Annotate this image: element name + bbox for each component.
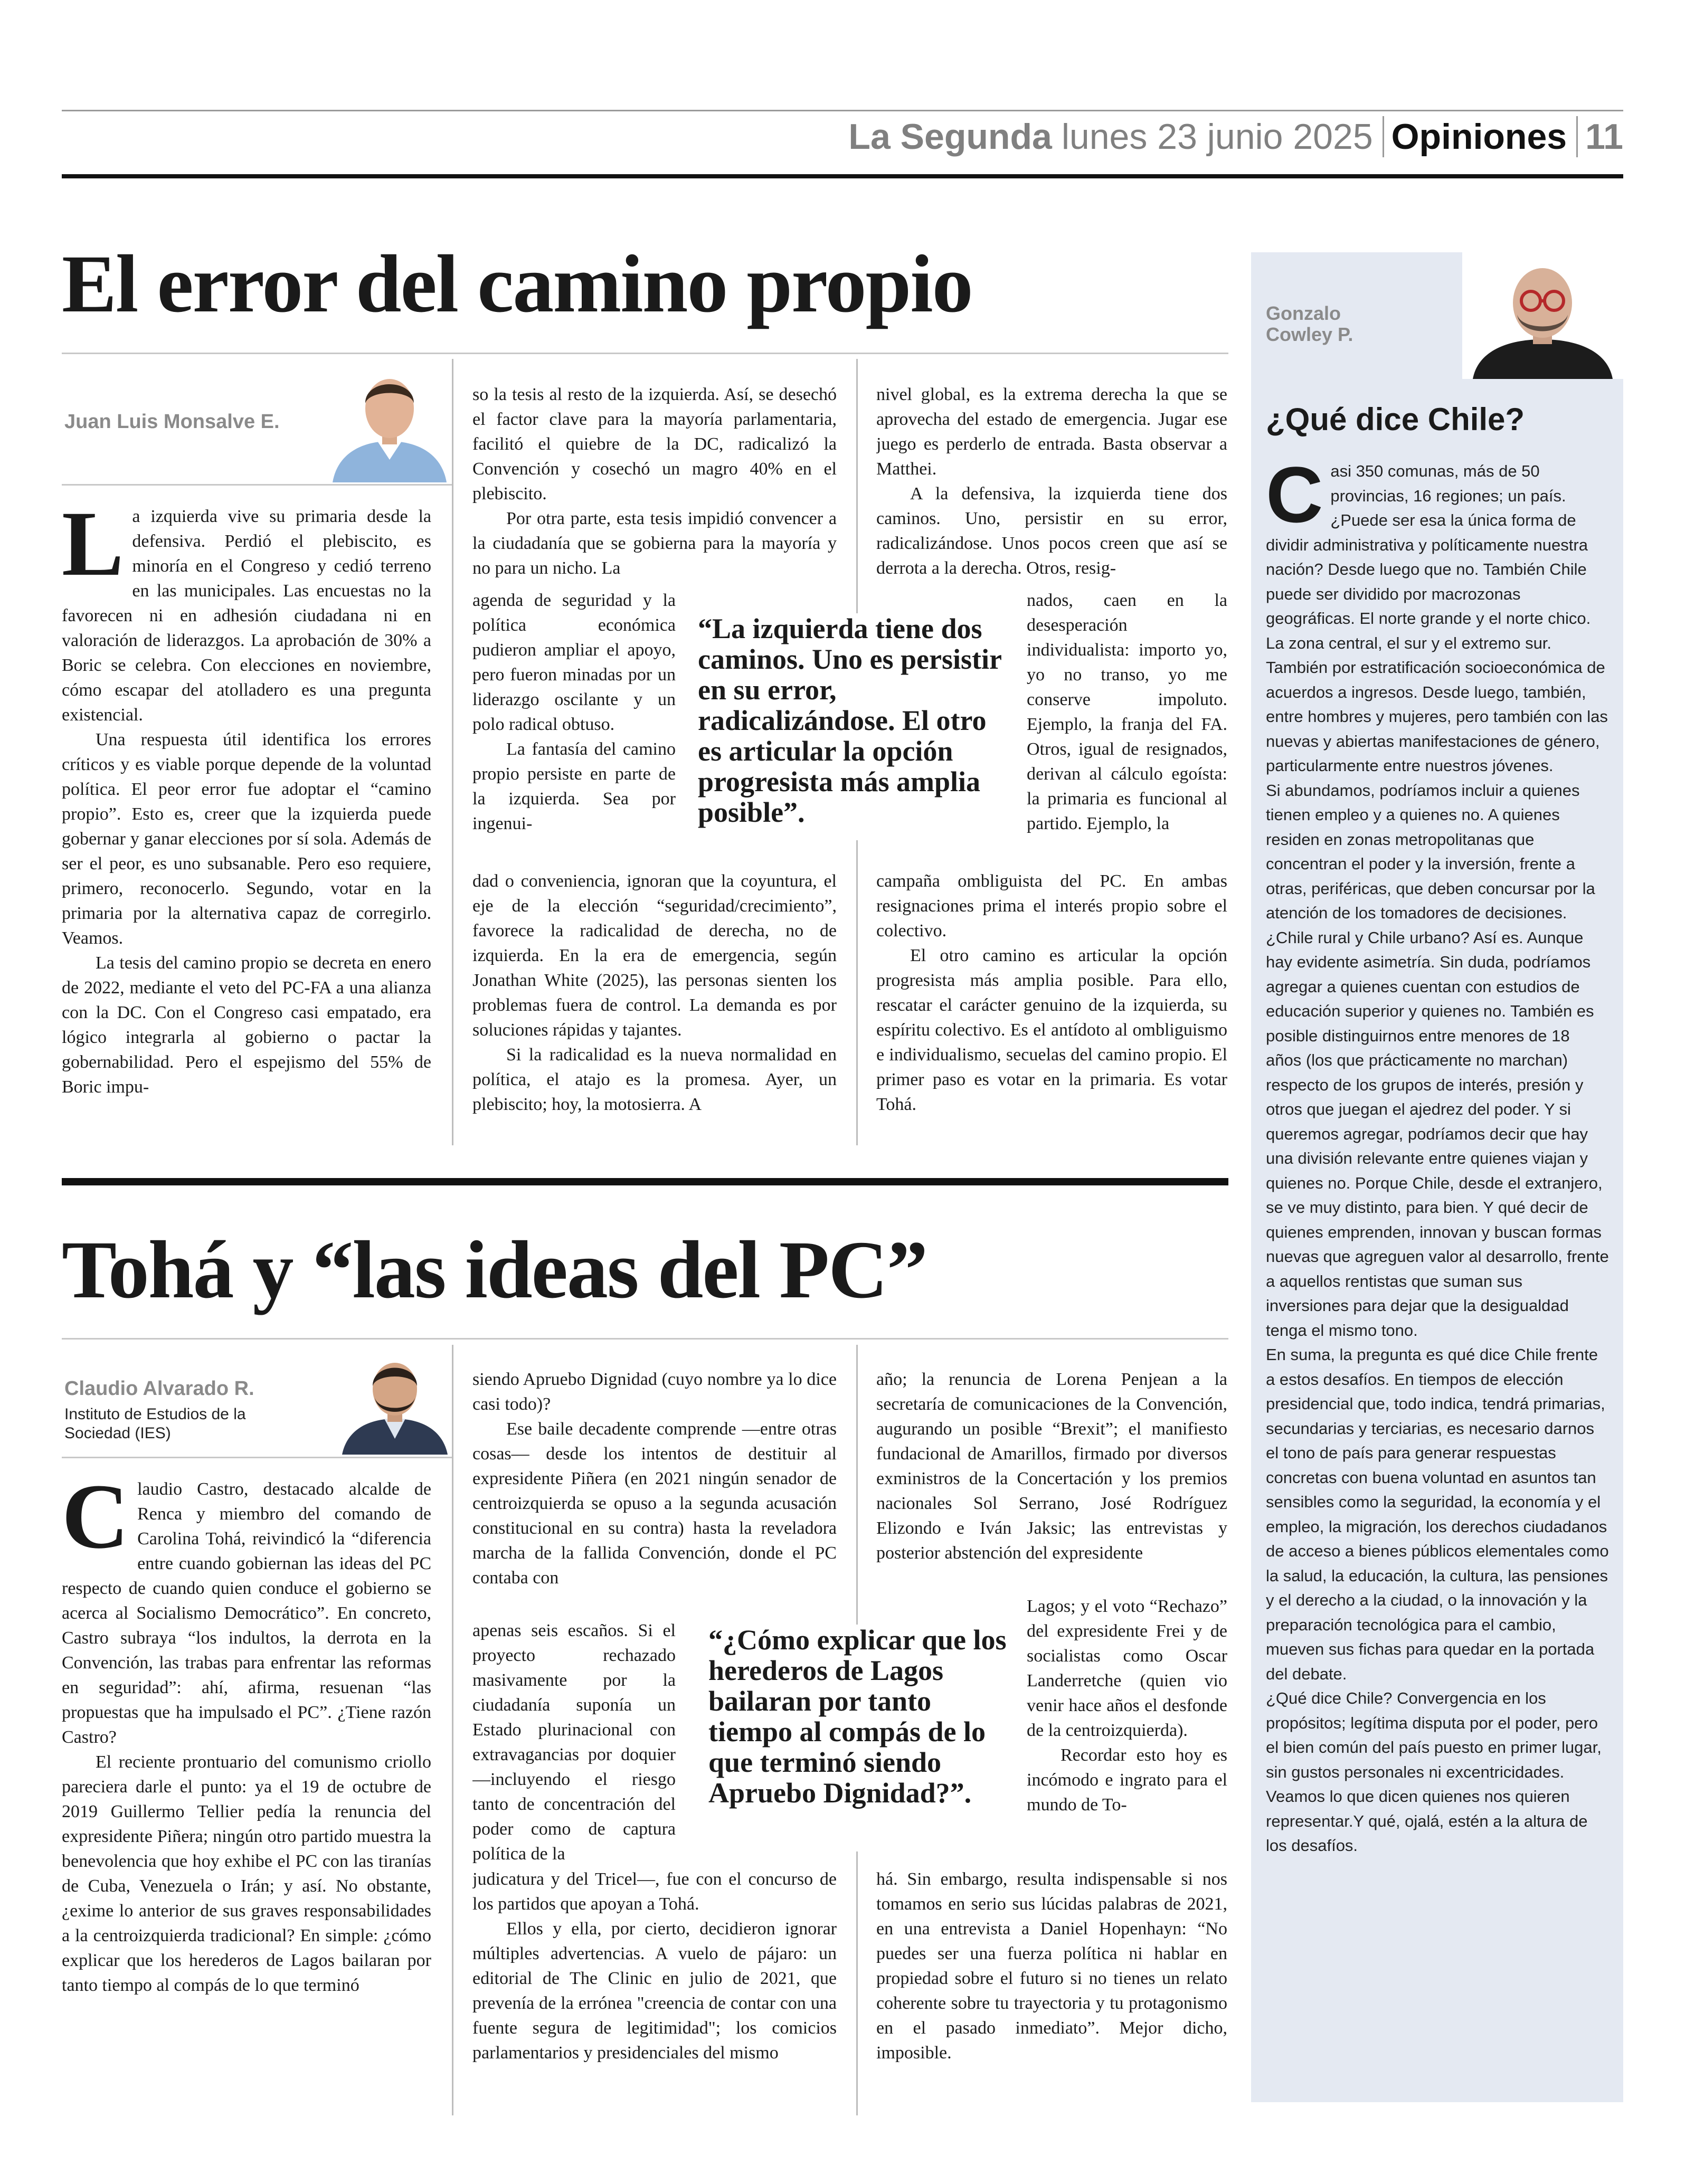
article1-author-photo <box>327 362 452 482</box>
article1-headline: El error del camino propio <box>62 238 972 329</box>
article1-author-rule <box>62 484 452 486</box>
top-rule <box>62 110 1623 111</box>
article2-column-2-narrow <box>472 1618 676 1882</box>
article1-column-1 <box>62 504 431 1148</box>
article2-paragraph: El reciente prontuario del comunismo criollo pareciera darle el punto: ya el 19 de octubre de 2019 Guillermo Tellier pedía la renuncia del expresidente Piñera; ningún otro partido muestra la benevolencia que hoy exhibe el PC con las tiranías de Cuba, Venezuela o Irán; y así. No obstante, ¿exime lo anterior de sus graves responsabilidades a la centroizquierda tradicional? En simple: ¿cómo explicar que los herederos de Lagos bailaran por tanto tiempo al compás de lo que terminó <box>62 1752 431 1995</box>
article1-author: Juan Luis Monsalve E. <box>64 411 280 433</box>
article1-column-3-bottom <box>876 869 1227 1143</box>
article2-paragraph: apenas seis escaños. Si el proyecto rechazado masivamente por la ciudadanía suponía un Estado plurinacional con extravagancias por doquier —incluyendo el riesgo tanto de concentración del poder como de captura política de la <box>472 1621 676 1864</box>
sidebar-drop-cap: C <box>1266 459 1323 539</box>
masthead <box>848 113 1623 160</box>
article1-paragraph: nivel global, es la extrema derecha la que se aprovecha del estado de emergencia. Jugar ese juego es perderlo de entrada. Basta observar a Matthei. <box>876 385 1227 479</box>
article1-paragraph: La tesis del camino propio se decreta en enero de 2022, mediante el veto del PC-FA a una alianza con la DC. Con el Congreso casi empatado, era lógico integrarla al gobierno o pactar la gobernabilidad. Pero el espejismo del 55% de Boric impu- <box>62 953 431 1097</box>
article1-paragraph: A la defensiva, la izquierda tiene dos caminos. Uno, persistir en su error, radicalizándose. Unos pocos creen que así se derrota a la derecha. Otros, resig- <box>876 484 1227 578</box>
article2-column-divider <box>452 1345 453 2115</box>
sidebar-author-first-name: Gonzalo <box>1266 302 1341 324</box>
masthead-divider <box>1383 116 1384 157</box>
article2-author: Claudio Alvarado R. <box>64 1378 254 1400</box>
sidebar-author-last-name: Cowley P. <box>1266 324 1353 345</box>
article2-author-affiliation: Instituto de Estudios de la Sociedad (IES) <box>64 1406 246 1442</box>
sidebar-paragraph: asi 350 comunas, más de 50 provincias, 16 regiones; un país. ¿Puede ser esa la única forma de dividir administrativa y políticamente nuestra nación? Desde luego que no. También Chile puede ser dividido por macrozonas geográficas. El norte grande y el norte chico. La zona central, el sur y el extremo sur. También por estratificación socioeconómica de acuerdos a ingresos. Desde luego, también, entre hombres y mujeres, pero también con las nuevas y abiertas manifestaciones de género, particularmente entre nuestros jóvenes. <box>1266 462 1608 775</box>
article2-author-rule <box>62 1457 452 1458</box>
article2-column-3-bottom <box>876 1867 1227 2115</box>
sidebar-paragraph: ¿Qué dice Chile? Convergencia en los propósitos; legítima disputa por el poder, pero el bien común del país puesto en primer lugar, sin gustos personales ni excentricidades. Veamos lo que dicen quienes nos quieren representar.Y qué, ojalá, estén a la altura de los desafíos. <box>1266 1689 1602 1855</box>
article1-paragraph: agenda de seguridad y la política económica pudieron ampliar el apoyo, pero fueron minadas por un liderazgo oscilante y un polo radical obtuso. <box>472 591 676 734</box>
article1-paragraph: a izquierda vive su primaria desde la defensiva. Perdió el plebiscito, es minoría en el Congreso y cedió terreno en las municipales. Las encuestas no la favorecen ni en adhesión ciudadana ni en valoración de liderazgos. La aprobación de 30% a Boric se celebra. Con elecciones en noviembre, cómo escapar del atolladero es una pregunta existencial. <box>62 507 431 725</box>
article1-paragraph: nados, caen en la desesperación individualista: importo yo, yo no transo, yo me conserve impoluto. Ejemplo, la franja del FA. Otros, igual de resignados, derivan al cálculo egoísta: la primaria es funcional al partido. Ejemplo, la <box>1027 591 1227 833</box>
sidebar-paragraph: Si abundamos, podríamos incluir a quienes tienen empleo y a quienes no. A quienes residen en zonas metropolitanas que concentran el poder y la inversión, frente a otras, periféricas, que deben concursar por la atención de los tomadores de decisiones. ¿Chile rural y Chile urbano? Así es. Aunque hay evidente asimetría. Sin duda, podríamos agregar a quienes cuentan con estudios de educación superior y quienes no. También es posible distinguirnos entre menores de 18 años (los que prácticamente no marchan) respecto de los grupos de interés, presión y otros que juegan el ajedrez del poder. Y si queremos agregar, podríamos decir que hay una división relevante entre quienes viajan y quienes no. Porque Chile, desde el extranjero, se ve muy distinto, para bien. Y qué decir de quienes emprenden, innovan y buscan formas nuevas que agreguen valor al desarrollo, frente a aquellos rentistas que suman sus inversiones para dejar que la desigualdad tenga el mismo tono. <box>1266 781 1609 1340</box>
article2-author-photo <box>338 1349 452 1455</box>
article1-column-3-top <box>876 382 1227 593</box>
article1-headline-rule <box>62 353 1228 354</box>
article2-paragraph: há. Sin embargo, resulta indispensable si nos tomamos en serio sus lúcidas palabras de 2021, en una entrevista a Daniel Hopenhayn: “No puedes ser una fuerza política ni hablar en propiedad sobre el futuro si no tienes un relato coherente sobre tu trayectoria y tu protagonismo en el pasado inmediato”. Mejor dicho, imposible. <box>876 1869 1227 2063</box>
article1-paragraph: La fantasía del camino propio persiste en parte de la izquierda. Sea por ingenui- <box>472 739 676 833</box>
article1-column-2-bottom <box>472 869 837 1143</box>
article1-pull-quote: “La izquierda tiene dos caminos. Uno es persistir en su error, radicalizándose. El otro es articular la opción progresista más amplia posible”. <box>698 613 1015 840</box>
article1-paragraph: Por otra parte, esta tesis impidió convencer a la ciudadanía que se gobierna para la mayoría y no para un nicho. La <box>472 509 837 578</box>
sidebar-paragraph: En suma, la pregunta es qué dice Chile frente a estos desafíos. En tiempos de elección presidencial que, todo indica, tendrá primarias, secundarias y terciarias, es necesario darnos el tono de país para generar respuestas concretas con buena voluntad en asuntos tan sensibles como la seguridad, la economía y el empleo, la migración, los derechos ciudadanos de acceso a bienes públicos elementales como la salud, la educación, la cultura, las pensiones y el derecho a la ciudad, o la innovación y la preparación tecnológica para el cambio, mueven sus fichas para quedar en la portada del debate. <box>1266 1345 1609 1683</box>
section-name: Opiniones <box>1391 117 1567 157</box>
article2-paragraph: laudio Castro, destacado alcalde de Renca y miembro del comando de Carolina Tohá, reivindicó la “diferencia entre cuando gobiernan las ideas del PC respecto de cuando quien conduce el gobierno se acerca al Socialismo Democrático”. En concreto, Castro subraya “los indultos, la derrota en la Convención, las trabas para enfrentar las reformas en seguridad”: ahí, afirma, resuenan “las propuestas que ha impulsado el PC”. ¿Tiene razón Castro? <box>62 1479 431 1747</box>
article1-column-3-narrow <box>1027 588 1227 874</box>
article1-drop-cap: L <box>62 504 124 595</box>
section-divider <box>62 1178 1228 1185</box>
article1-paragraph: dad o conveniencia, ignoran que la coyuntura, el eje de la elección “seguridad/crecimiento”, favorece la radicalidad de derecha, no de izquierda. En la era de emergencia, según Jonathan White (2025), las personas sienten los problemas fuera de control. La demanda es por soluciones rápidas y tajantes. <box>472 871 837 1040</box>
sidebar-body <box>1266 459 1609 2085</box>
article2-paragraph: Ellos y ella, por cierto, decidieron ignorar múltiples advertencias. A vuelo de pájaro: un editorial de The Clinic en julio de 2021, que prevenía de la errónea "creencia de contar con una fuente segura de legitimidad"; los comicios parlamentarios y presidenciales del mismo <box>472 1919 837 2063</box>
article2-paragraph: judicatura y del Tricel—, fue con el concurso de los partidos que apoyan a Tohá. <box>472 1869 837 1914</box>
opinion-sidebar <box>1251 252 1623 2102</box>
article1-paragraph: Si la radicalidad es la nueva normalidad en política, el atajo es la promesa. Ayer, un plebiscito; hoy, la motosierra. A <box>472 1045 837 1114</box>
article2-paragraph: Ese baile decadente comprende —entre otras cosas— desde los intentos de destituir al expresidente Piñera (en 2021 ningún senador de centroizquierda se opuso a la segunda acusación constitucional en su contra) hasta la reveladora marcha de la fallida Convención, donde el PC contaba con <box>472 1419 837 1588</box>
article2-drop-cap: C <box>62 1477 129 1568</box>
page-number: 11 <box>1585 117 1623 157</box>
article2-paragraph: Lagos; y el voto “Rechazo” del expresidente Frei y de socialistas como Oscar Landerretche (quien vio venir hace años el desfonde de la centroizquierda). <box>1027 1597 1227 1740</box>
article1-paragraph: El otro camino es articular la opción progresista más amplia posible. Para ello, rescatar el carácter genuino de la izquierda, su espíritu colectivo. Es el antídoto al ombliguismo e individualismo, secuelas del camino propio. El primer paso es votar en la primaria. Es votar Tohá. <box>876 946 1227 1114</box>
sidebar-headline: ¿Qué dice Chile? <box>1266 402 1525 437</box>
article2-paragraph: año; la renuncia de Lorena Penjean a la secretaría de comunicaciones de la Convención, augurando un posible “Brexit”; el manifiesto fundacional de Amarillos, firmado por diversos exministros de la Concertación y los premios nacionales Sol Serrano, José Rodríguez Elizondo e Iván Jaksic; las entrevistas y posterior abstención del expresidente <box>876 1370 1227 1563</box>
article2-column-2-top <box>472 1367 837 1623</box>
article1-column-2-top <box>472 382 837 593</box>
sidebar-author-photo <box>1462 252 1623 379</box>
issue-date: lunes 23 junio 2025 <box>1061 117 1373 157</box>
article2-column-2-bottom <box>472 1867 837 2115</box>
article2-paragraph: Recordar esto hoy es incómodo e ingrato para el mundo de To- <box>1027 1745 1227 1815</box>
article2-column-3-top <box>876 1367 1227 1599</box>
masthead-divider <box>1576 116 1578 157</box>
article1-column-2-narrow <box>472 588 676 874</box>
article2-headline: Tohá y “las ideas del PC” <box>62 1224 927 1315</box>
article1-paragraph: so la tesis al resto de la izquierda. Así, se desechó el factor clave para la mayoría parlamentaria, facilitó el quiebre de la DC, radicalizó la Convención y cosechó un magro 40% en el plebiscito. <box>472 385 837 504</box>
article2-paragraph: siendo Apruebo Dignidad (cuyo nombre ya lo dice casi todo)? <box>472 1370 837 1414</box>
article1-paragraph: campaña ombliguista del PC. En ambas resignaciones prima el interés propio sobre el colectivo. <box>876 871 1227 941</box>
publication-name: La Segunda <box>848 117 1052 157</box>
article2-pull-quote: “¿Cómo explicar que los herederos de Lagos bailaran por tanto tiempo al compás de lo que terminó siendo Apruebo Dignidad?”. <box>708 1625 1020 1851</box>
header-rule <box>62 174 1623 178</box>
article1-paragraph: Una respuesta útil identifica los errores críticos y es viable porque depende de la voluntad política. El peor error fue adoptar el “camino propio”. Esto es, creer que la izquierda puede gobernar y ganar elecciones por sí sola. Además de ser el peor, es uno subsanable. Pero eso requiere, primero, reconocerlo. Segundo, votar en la primaria por la alternativa capaz de corregirlo. Veamos. <box>62 730 431 948</box>
article2-column-1 <box>62 1477 431 2115</box>
article2-column-3-narrow <box>1027 1594 1227 1882</box>
article2-headline-rule <box>62 1338 1228 1340</box>
article1-column-divider <box>452 359 453 1145</box>
